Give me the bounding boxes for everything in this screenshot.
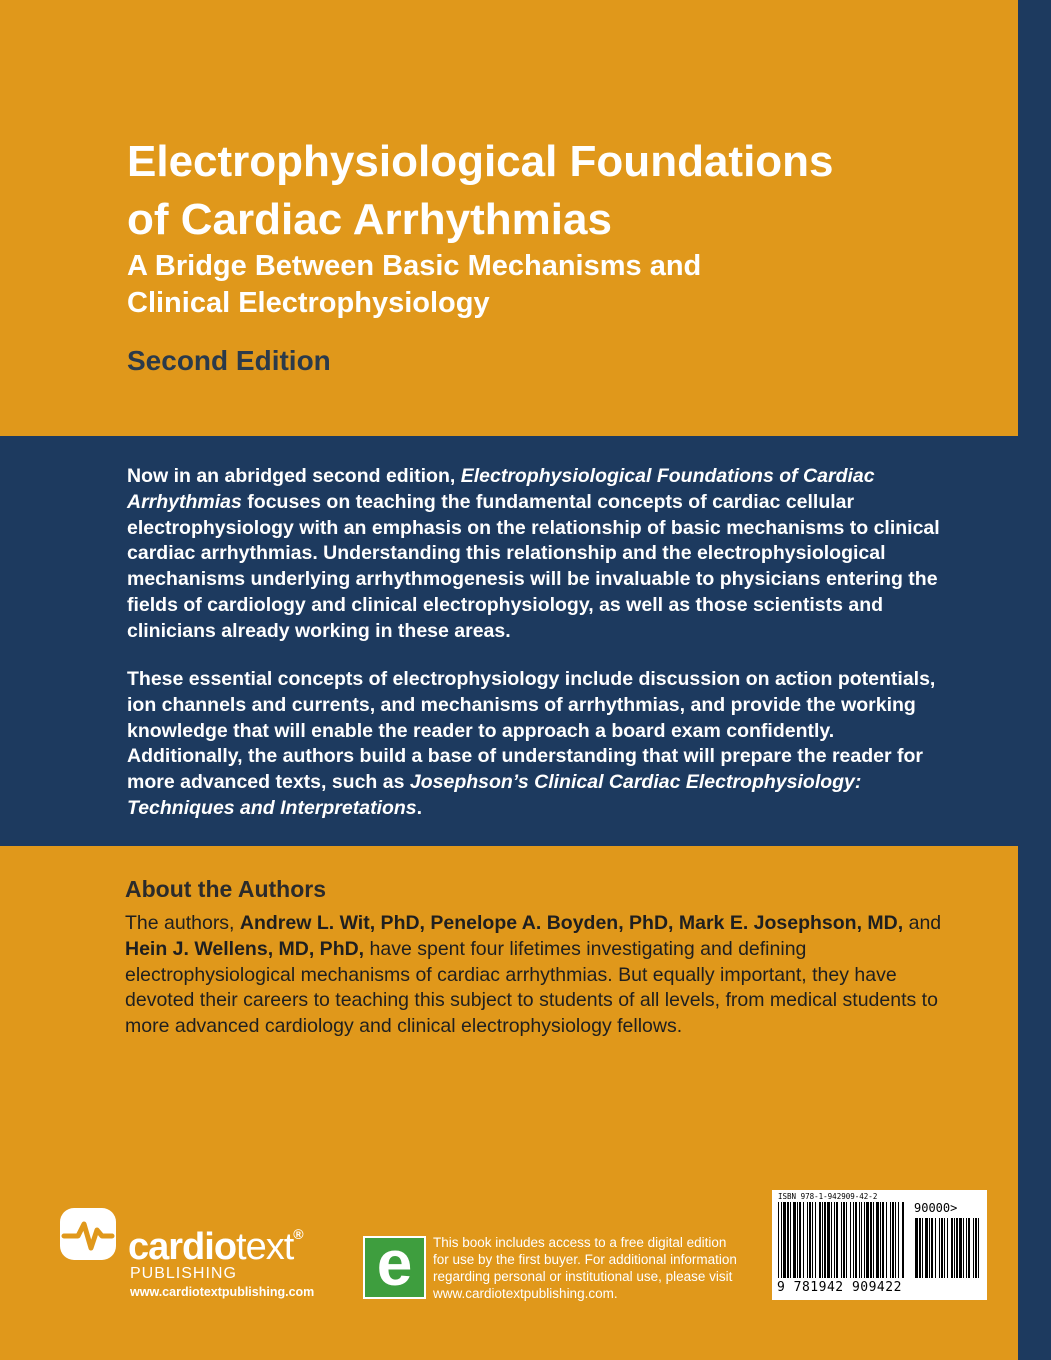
barcode-bar (882, 1202, 884, 1278)
publisher-division: PUBLISHING (130, 1265, 237, 1282)
barcode-bar (880, 1202, 881, 1278)
barcode-bar (951, 1218, 953, 1278)
barcode-bar (978, 1218, 979, 1278)
p2-referenced-title: Josephson’s Clinical Cardiac Electrophysiology: Techniques and Interpretations (127, 771, 862, 819)
about-rest: have spent four lifetimes investigating and defining electrophysiological mechanisms of cardiac arrhythmias. But equally important, they have devoted their careers to teaching this subject to students of all levels, from medical students to more advanced cardiology and clinical electrophysiology fellows. (125, 937, 938, 1038)
barcode-bar (947, 1218, 948, 1278)
barcode-bar (866, 1202, 869, 1278)
isbn-label: ISBN 978-1-942909-42-2 (778, 1192, 878, 1201)
barcode-bar (919, 1218, 921, 1278)
barcode-bar (819, 1202, 821, 1278)
ebook-letter: e (376, 1226, 413, 1299)
barcode-bar (915, 1218, 918, 1278)
barcode-bar (834, 1202, 835, 1278)
barcode-bar (941, 1218, 943, 1278)
description-paragraph-2 (127, 667, 947, 822)
barcode-bar (892, 1202, 894, 1278)
barcode-bar (790, 1202, 791, 1278)
p2-end: . (416, 796, 423, 819)
book-title (127, 133, 987, 249)
barcode-bar (827, 1202, 830, 1278)
barcode-bar (929, 1218, 930, 1278)
barcode-bar (783, 1202, 786, 1278)
barcode-bar (846, 1202, 847, 1278)
barcode-bar (922, 1218, 923, 1278)
barcode-bar (898, 1202, 899, 1278)
about-intro: The authors, (125, 912, 240, 934)
barcode-bar (931, 1218, 933, 1278)
edition-label: Second Edition (127, 345, 331, 376)
barcode-bar (968, 1218, 970, 1278)
barcode-bar (925, 1218, 928, 1278)
barcode-bar (824, 1202, 826, 1278)
barcode-bar (959, 1218, 962, 1278)
publisher-url: www.cardiotextpublishing.com (130, 1285, 315, 1299)
isbn-barcode (772, 1190, 987, 1300)
barcode-bar (956, 1218, 958, 1278)
barcode-bar (864, 1202, 865, 1278)
barcode-bar (793, 1202, 796, 1278)
barcode-bar (963, 1218, 964, 1278)
subtitle-line-2: Clinical Electrophysiology (127, 287, 490, 319)
barcode-bar (797, 1202, 798, 1278)
authors-group-1: Andrew L. Wit, PhD, Penelope A. Boyden, PhD, Mark E. Josephson, MD, (239, 912, 904, 934)
barcode-bar (859, 1202, 860, 1278)
barcode-bar (954, 1218, 955, 1278)
publisher-wordmark (128, 1226, 303, 1269)
heartbeat-logo-icon (58, 1206, 118, 1262)
barcode-bar (831, 1202, 832, 1278)
barcode-bar (803, 1202, 804, 1278)
barcode-bar (781, 1202, 782, 1278)
barcode-bar (850, 1202, 851, 1278)
barcode-bar (973, 1218, 974, 1278)
barcode-bar (855, 1202, 857, 1278)
title-line-2: of Cardiac Arrhythmias (127, 195, 612, 244)
barcode-bar (807, 1202, 808, 1278)
barcode-bar (812, 1202, 813, 1278)
title-section (0, 0, 1018, 436)
price-code: 90000> (914, 1201, 958, 1215)
wordmark-bold: cardio (128, 1226, 237, 1268)
barcode-bar (939, 1218, 940, 1278)
barcode-bar (815, 1202, 816, 1278)
barcode-bar (886, 1202, 887, 1278)
barcode-bar (861, 1202, 862, 1278)
authors-group-2: Hein J. Wellens, MD, PhD, (125, 937, 365, 960)
subtitle-line-1: A Bridge Between Basic Mechanisms and (127, 250, 702, 282)
barcode-bar (843, 1202, 845, 1278)
barcode-bar (890, 1202, 891, 1278)
description-paragraph-1 (127, 464, 947, 645)
barcode-bar (799, 1202, 801, 1278)
p1-book-title: Electrophysiological Foundations of Cardiac Arrhythmias (127, 465, 875, 513)
ean-number: 9 781942 909422 (777, 1280, 902, 1295)
ebook-badge-icon (363, 1226, 426, 1299)
about-authors-heading: About the Authors (125, 876, 327, 902)
wordmark-light: text (236, 1226, 294, 1268)
barcode-bar (836, 1202, 838, 1278)
barcode-bar (975, 1218, 977, 1278)
barcode-bar (870, 1202, 872, 1278)
barcode-bar (853, 1202, 854, 1278)
book-subtitle (127, 248, 927, 322)
barcode-bar (778, 1202, 779, 1278)
p1-rest: focuses on teaching the fundamental concepts of cardiac cellular electrophysiology with an emphasis on the relationship of basic mechanisms to clinical cardiac arrhythmias. Understanding this relationship and the electrophysiological mechanisms underlying arrhythmogenesis will be invaluable to physicians entering the fields of cardiology and clinical electrophysiology, as well as those scientists and clinicians already working in these areas. (127, 490, 940, 642)
registered-mark: ® (293, 1226, 303, 1242)
publisher-logo (58, 1206, 348, 1306)
barcode-bar (895, 1202, 896, 1278)
barcode-bar (809, 1202, 811, 1278)
barcode-bar (822, 1202, 823, 1278)
barcode-bar (841, 1202, 842, 1278)
about-authors-text (125, 911, 945, 1040)
about-and: and (903, 912, 942, 934)
spine-edge (1018, 0, 1051, 1360)
barcode-bar (935, 1218, 936, 1278)
p1-intro: Now in an abridged second edition, (127, 465, 461, 487)
barcode-bar (787, 1202, 789, 1278)
ebook-note: This book includes access to a free digital edition for use by the first buyer. For additional information regarding personal or institutional use, please visit www.cardiotextpublishing.com. (433, 1235, 737, 1301)
barcode-bar (966, 1218, 967, 1278)
barcode-bar (876, 1202, 879, 1278)
barcode-bar (944, 1218, 945, 1278)
barcode-bar (902, 1202, 904, 1278)
barcode-bar (873, 1202, 874, 1278)
p2-main: These essential concepts of electrophysiology include discussion on action potentials, ion channels and currents, and mechanisms of arrhythmias, and provide the working knowledge that will enable the reader to approach a board exam confidently. Additionally, the authors build a base of understanding that will prepare the reader for more advanced texts, such as (127, 668, 936, 794)
title-line-1: Electrophysiological Foundations (127, 137, 834, 186)
